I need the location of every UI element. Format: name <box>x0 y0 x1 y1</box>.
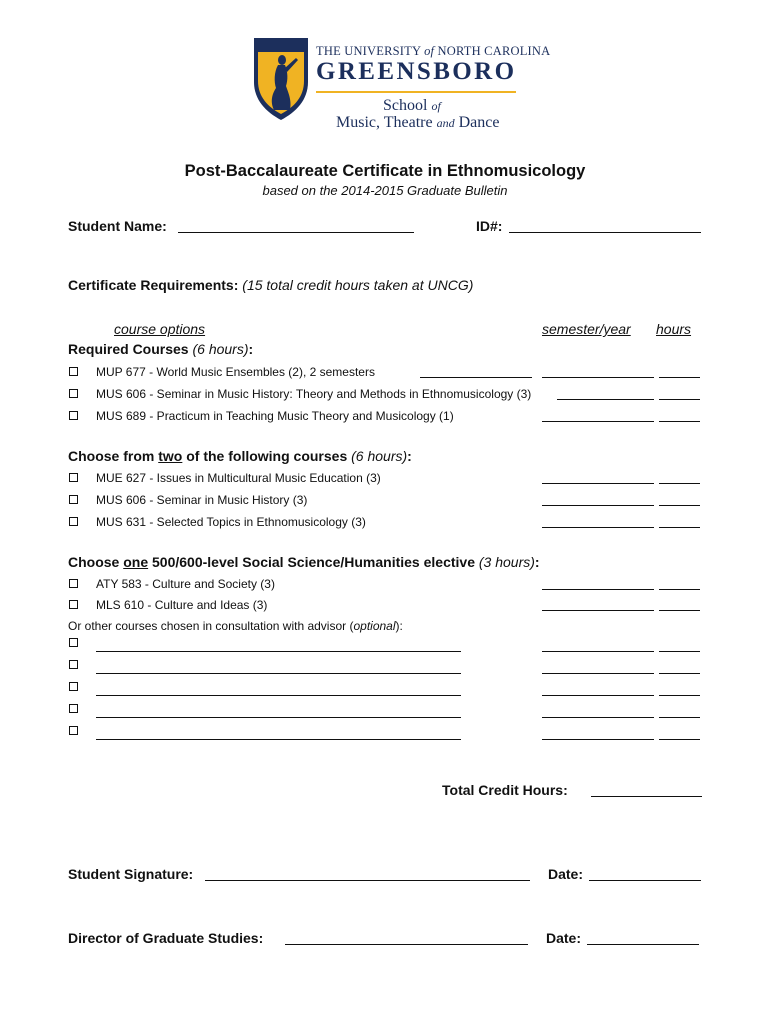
other-course-1-semester-field[interactable] <box>542 651 654 652</box>
required-course-2-semester-field[interactable] <box>557 399 654 400</box>
other-course-4-checkbox[interactable] <box>69 704 78 713</box>
logo-divider <box>316 91 516 93</box>
course-options-header: course options <box>114 321 206 337</box>
other-course-3-hours-field[interactable] <box>659 695 700 696</box>
other-course-1-hours-field[interactable] <box>659 651 700 652</box>
id-field[interactable] <box>509 232 701 233</box>
other-course-3-checkbox[interactable] <box>69 682 78 691</box>
other-course-2-checkbox[interactable] <box>69 660 78 669</box>
student-name-field[interactable] <box>178 232 414 233</box>
id-label: ID#: <box>476 218 503 234</box>
required-course-1-extra-field[interactable] <box>420 377 532 378</box>
required-course-3: MUS 689 - Practicum in Teaching Music Theory and Musicology (1) <box>96 409 454 423</box>
student-name-label: Student Name: <box>68 218 167 234</box>
other-course-2-semester-field[interactable] <box>542 673 654 674</box>
elective-course-1: MUE 627 - Issues in Multicultural Music Education (3) <box>96 471 381 485</box>
required-courses-heading: Required Courses (6 hours): <box>68 341 254 357</box>
required-course-2-checkbox[interactable] <box>69 389 78 398</box>
other-course-3-name-field[interactable] <box>96 695 461 696</box>
choose-two-heading: Choose from two of the following courses (6 hours): <box>68 448 412 464</box>
humanities-course-2-hours-field[interactable] <box>659 610 700 611</box>
student-date-label: Date: <box>548 866 584 882</box>
university-name: THE UNIVERSITY of NORTH CAROLINA <box>316 44 551 58</box>
required-course-2: MUS 606 - Seminar in Music History: Theory and Methods in Ethnomusicology (3) <box>96 387 532 401</box>
school-name-line1: School of <box>383 97 441 114</box>
uncg-seal-logo <box>252 36 310 122</box>
page-subtitle: based on the 2014-2015 Graduate Bulletin <box>262 183 508 198</box>
elective-course-3-hours-field[interactable] <box>659 527 700 528</box>
required-course-1-hours-field[interactable] <box>659 377 700 378</box>
other-course-2-name-field[interactable] <box>96 673 461 674</box>
student-date-field[interactable] <box>589 880 701 881</box>
director-date-label: Date: <box>546 930 582 946</box>
elective-course-1-semester-field[interactable] <box>542 483 654 484</box>
elective-course-3-semester-field[interactable] <box>542 527 654 528</box>
humanities-course-2-checkbox[interactable] <box>69 600 78 609</box>
requirements-heading: Certificate Requirements: (15 total credit hours taken at UNCG) <box>68 277 474 293</box>
elective-course-3-checkbox[interactable] <box>69 517 78 526</box>
director-signature-field[interactable] <box>285 944 528 945</box>
required-course-3-semester-field[interactable] <box>542 421 654 422</box>
humanities-course-1: ATY 583 - Culture and Society (3) <box>96 577 275 591</box>
hours-header: hours <box>656 321 692 337</box>
semester-year-header: semester/year <box>542 321 631 337</box>
other-course-1-name-field[interactable] <box>96 651 461 652</box>
humanities-course-1-semester-field[interactable] <box>542 589 654 590</box>
other-course-5-semester-field[interactable] <box>542 739 654 740</box>
elective-course-1-hours-field[interactable] <box>659 483 700 484</box>
required-course-2-hours-field[interactable] <box>659 399 700 400</box>
elective-course-2-hours-field[interactable] <box>659 505 700 506</box>
elective-course-2-checkbox[interactable] <box>69 495 78 504</box>
choose-one-heading: Choose one 500/600-level Social Science/Humanities elective (3 hours): <box>68 554 540 570</box>
total-credit-hours-label: Total Credit Hours: <box>442 782 568 798</box>
school-name-line2: Music, Theatre and Dance <box>336 114 500 131</box>
elective-course-2: MUS 606 - Seminar in Music History (3) <box>96 493 308 507</box>
required-course-1: MUP 677 - World Music Ensembles (2), 2 semesters <box>96 365 375 379</box>
elective-course-3: MUS 631 - Selected Topics in Ethnomusicology (3) <box>96 515 366 529</box>
other-course-5-hours-field[interactable] <box>659 739 700 740</box>
student-signature-label: Student Signature: <box>68 866 194 882</box>
other-course-1-checkbox[interactable] <box>69 638 78 647</box>
elective-course-2-semester-field[interactable] <box>542 505 654 506</box>
required-course-3-checkbox[interactable] <box>69 411 78 420</box>
student-signature-field[interactable] <box>205 880 530 881</box>
required-course-1-checkbox[interactable] <box>69 367 78 376</box>
page-title: Post-Baccalaureate Certificate in Ethnomusicology <box>184 162 586 180</box>
humanities-course-2: MLS 610 - Culture and Ideas (3) <box>96 598 268 612</box>
required-course-3-hours-field[interactable] <box>659 421 700 422</box>
other-course-5-checkbox[interactable] <box>69 726 78 735</box>
humanities-course-1-hours-field[interactable] <box>659 589 700 590</box>
humanities-course-1-checkbox[interactable] <box>69 579 78 588</box>
required-course-1-semester-field[interactable] <box>542 377 654 378</box>
director-signature-label: Director of Graduate Studies: <box>68 930 264 946</box>
other-course-2-hours-field[interactable] <box>659 673 700 674</box>
campus-name: GREENSBORO <box>316 58 517 85</box>
elective-course-1-checkbox[interactable] <box>69 473 78 482</box>
other-course-3-semester-field[interactable] <box>542 695 654 696</box>
director-date-field[interactable] <box>587 944 699 945</box>
humanities-course-2-semester-field[interactable] <box>542 610 654 611</box>
other-course-4-hours-field[interactable] <box>659 717 700 718</box>
other-courses-note: Or other courses chosen in consultation with advisor (optional): <box>68 619 403 633</box>
other-course-4-semester-field[interactable] <box>542 717 654 718</box>
other-course-4-name-field[interactable] <box>96 717 461 718</box>
other-course-5-name-field[interactable] <box>96 739 461 740</box>
total-credit-hours-field[interactable] <box>591 796 702 797</box>
